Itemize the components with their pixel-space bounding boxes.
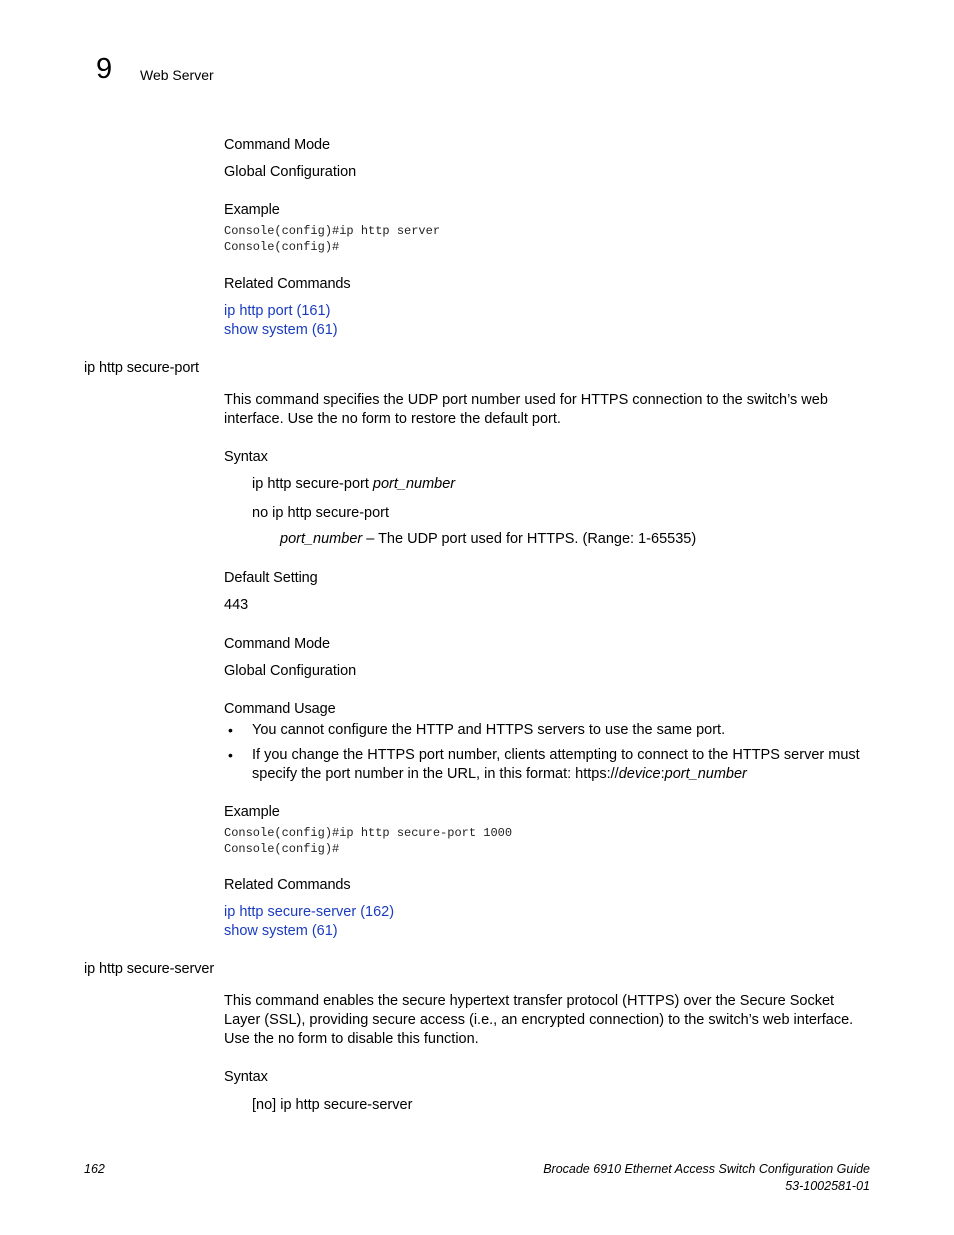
command-usage-heading: Command Usage: [224, 701, 336, 717]
usage-bullet-text: [252, 765, 747, 784]
syntax-argument: port_number: [372, 476, 456, 492]
default-setting-value: 443: [224, 597, 249, 613]
url-device: device: [618, 766, 661, 782]
example-code-line: Console(config)#ip http server: [224, 224, 441, 238]
usage-bullet-text: You cannot configure the HTTP and HTTPS servers to use the same port.: [252, 722, 726, 738]
bracket-open: [: [252, 1097, 257, 1113]
parameter-name: port_number: [280, 531, 363, 547]
description-line: This command enables the secure hypertext transfer protocol (HTTPS) over the Secure Socket: [224, 993, 835, 1009]
related-link-ip-http-port[interactable]: ip http port (161): [224, 303, 331, 319]
syntax-heading: Syntax: [224, 449, 268, 465]
example-heading: Example: [224, 804, 280, 820]
example-heading: Example: [224, 202, 280, 218]
command-mode-value: Global Configuration: [224, 164, 357, 180]
chapter-title: Web Server: [140, 67, 214, 83]
related-commands-heading: Related Commands: [224, 276, 351, 292]
guide-title: Brocade 6910 Ethernet Access Switch Configuration Guide: [543, 1162, 870, 1176]
syntax-command: ip http secure-server: [276, 1097, 413, 1113]
syntax-line: [252, 475, 455, 493]
syntax-line: [252, 1096, 412, 1114]
bullet: •: [228, 722, 233, 738]
description-line: Layer (SSL), providing secure access (i.e., an encrypted connection) to the switch’s web interface.: [224, 1012, 854, 1028]
url-colon: :: [660, 766, 665, 782]
example-code-line: Console(config)#ip http secure-port 1000: [224, 826, 513, 840]
usage-text: specify the port number in the URL, in this format:: [252, 766, 576, 782]
document-number: 53-1002581-01: [785, 1179, 870, 1193]
bullet: •: [228, 747, 233, 763]
command-title-secure-port: ip http secure-port: [84, 360, 199, 376]
parameter-description: [280, 530, 696, 549]
keyword-no: no: [278, 1031, 295, 1047]
url-port: port_number: [664, 766, 747, 782]
description-text: Use the: [224, 1031, 278, 1047]
command-mode-heading: Command Mode: [224, 636, 330, 652]
url-scheme: https://: [575, 766, 619, 782]
keyword-no: no: [341, 411, 358, 427]
syntax-line-no: no ip http secure-port: [252, 505, 390, 521]
default-setting-heading: Default Setting: [224, 570, 318, 586]
description-text: form to disable this function.: [294, 1031, 479, 1047]
syntax-keyword-no: no: [256, 1097, 273, 1113]
description-line: interface. Use the no form to restore the default port.: [224, 411, 561, 427]
related-link-show-system[interactable]: show system (61): [224, 923, 338, 939]
parameter-text: – The UDP port used for HTTPS. (Range: 1-65535): [362, 531, 697, 547]
command-mode-heading: Command Mode: [224, 137, 330, 153]
related-commands-heading: Related Commands: [224, 877, 351, 893]
example-code-line: Console(config)#: [224, 240, 340, 254]
related-link-show-system[interactable]: show system (61): [224, 322, 338, 338]
related-link-ip-http-secure-server[interactable]: ip http secure-server (162): [224, 904, 395, 920]
bracket-close: ]: [272, 1097, 277, 1113]
usage-bullet-text: If you change the HTTPS port number, clients attempting to connect to the HTTPS server must: [252, 747, 860, 763]
chapter-number: 9: [96, 53, 113, 85]
syntax-heading: Syntax: [224, 1069, 268, 1085]
command-title-secure-server: ip http secure-server: [84, 961, 215, 977]
description-line: [224, 1030, 479, 1049]
syntax-command: ip http secure-port: [252, 476, 369, 492]
description-line: This command specifies the UDP port number used for HTTPS connection to the switch’s web: [224, 392, 828, 408]
command-mode-value: Global Configuration: [224, 663, 357, 679]
page-number: 162: [84, 1162, 105, 1176]
example-code-line: Console(config)#: [224, 842, 340, 856]
